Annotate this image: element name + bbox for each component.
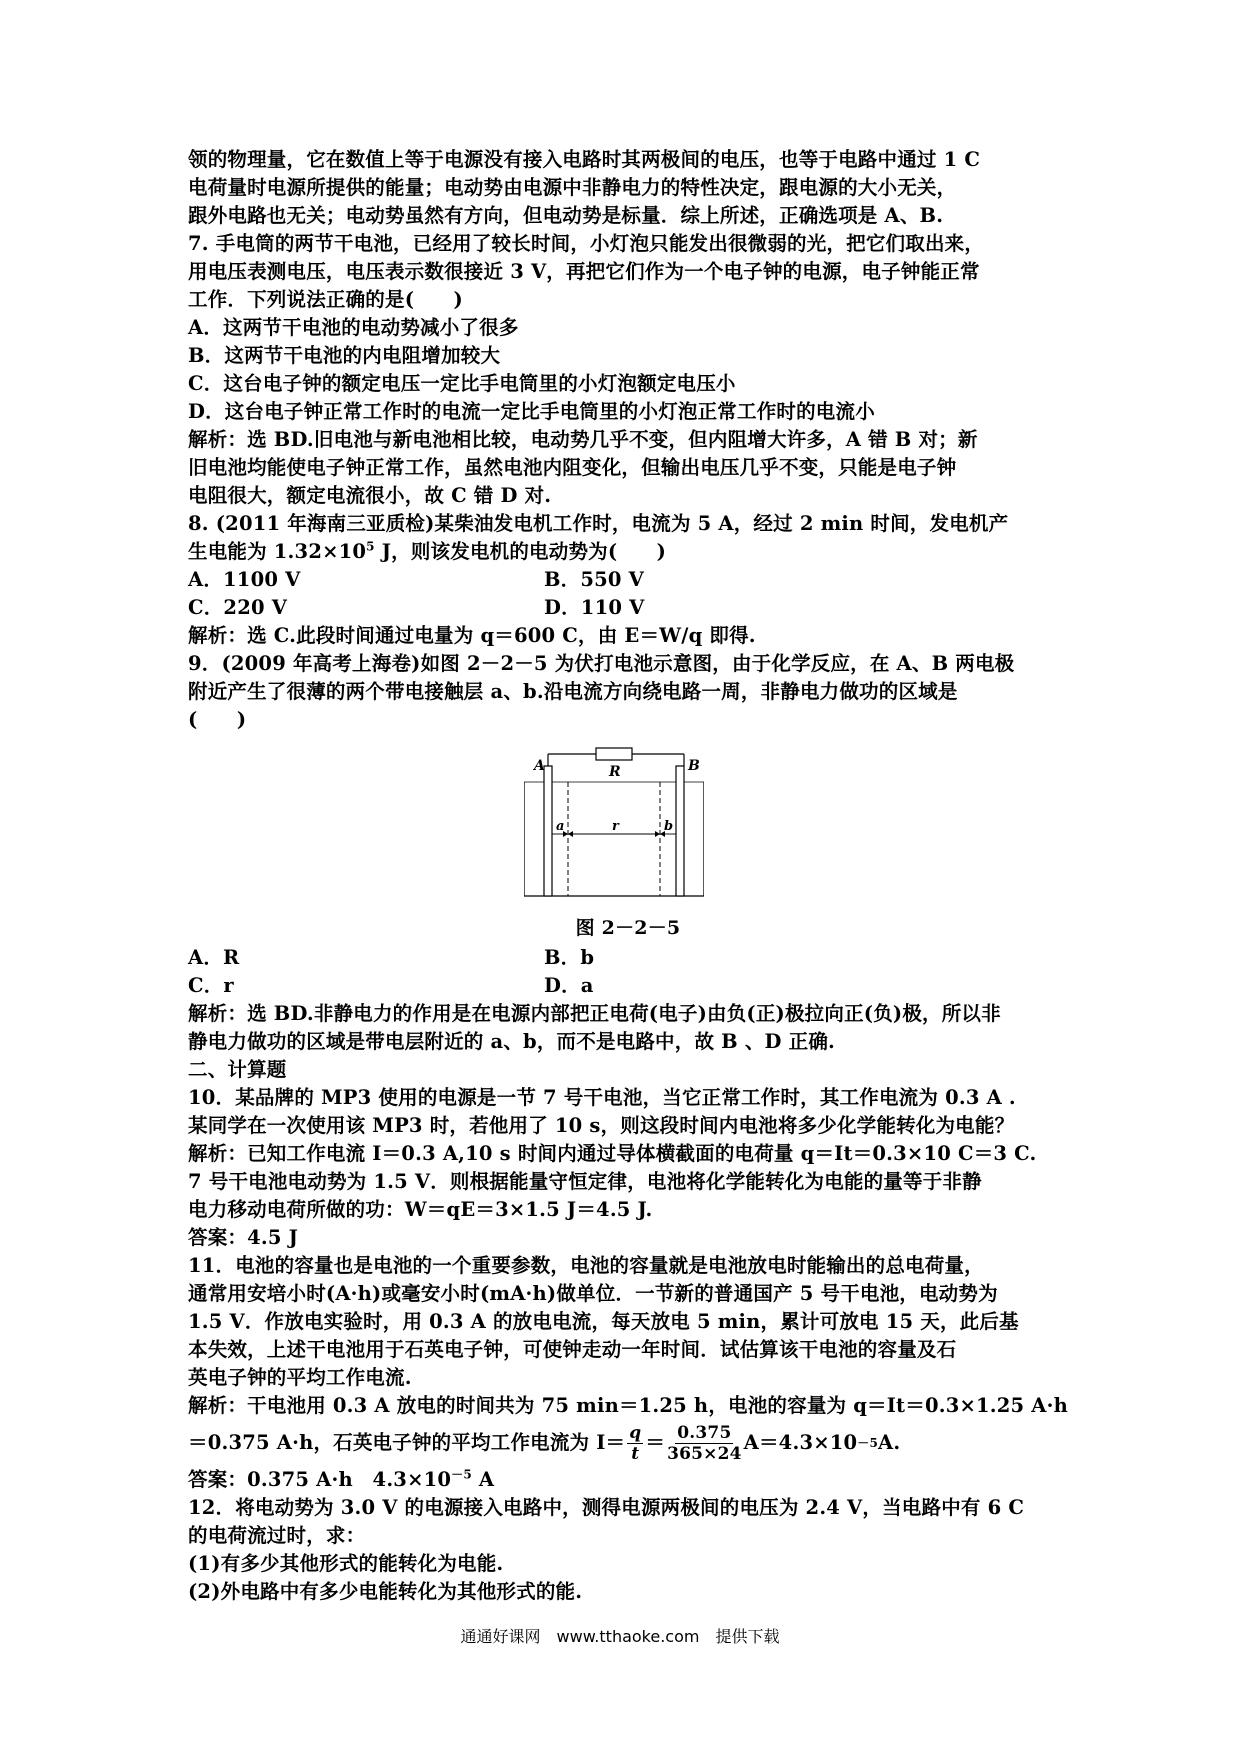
fraction-numerator: q: [629, 1422, 642, 1443]
fraction-q-over-t: [627, 1423, 643, 1464]
voltaic-cell-figure: [188, 734, 1068, 914]
fraction-denominator: 365×24: [667, 1443, 742, 1464]
text-block-after-figure: [188, 1000, 1068, 1420]
resistor-R: [596, 748, 632, 760]
text-line: 某同学在一次使用该 MP3 时，若他用了 10 s，则这段时间内电池将多少化学能转化为电能？: [188, 1114, 1015, 1137]
q11-answer: [188, 1466, 1068, 1494]
text-line: C．这台电子钟的额定电压一定比手电筒里的小灯泡额定电压小: [188, 372, 736, 395]
text-segment: J，则该发电机的电动势为( ): [374, 540, 667, 563]
text-block-mid: [188, 622, 1068, 734]
text-line: 解析：选 BD.非静电力的作用是在电源内部把正电荷(电子)由负(正)极拉向正(负)极，所以非: [188, 1002, 1001, 1025]
text-line: 工作．下列说法正确的是( ): [188, 288, 463, 311]
label-R: R: [609, 764, 621, 780]
q8-option-d: D．110 V: [544, 596, 645, 619]
label-r: r: [612, 819, 620, 834]
text-line: 10．某品牌的 MP3 使用的电源是一节 7 号干电池，当它正常工作时，其工作电流为 0.3 A .: [188, 1086, 1016, 1109]
text-line: 用电压表测电压，电压表示数很接近 3 V，再把它们作为一个电子钟的电源，电子钟能正常: [188, 260, 980, 283]
text-line: 二、计算题: [188, 1058, 287, 1081]
label-B: B: [688, 758, 701, 774]
formula-text: A.: [878, 1431, 901, 1454]
text-line: D．这台电子钟正常工作时的电流一定比手电筒里的小灯泡正常工作时的电流小: [188, 400, 875, 423]
q11-formula-line: ＝0.375 A·h，石英电子钟的平均工作电流为 I＝ $\frac{q}{t}$ ＝ $\frac{0.375}{365\times 24}$ A＝4.3×10 －5 A.: [188, 1422, 901, 1464]
text-line: 通常用安培小时(A·h)或毫安小时(mA·h)做单位．一节新的普通国产 5 号干电池，电动势为: [188, 1282, 998, 1305]
text-block-top: [188, 146, 1068, 538]
text-line: (2)外电路中有多少电能转化为其他形式的能.: [188, 1580, 583, 1603]
text-line: 1.5 V．作放电实验时，用 0.3 A 的放电电流，每天放电 5 min，累计可放电 15 天，此后基: [188, 1310, 1019, 1333]
text-block-end: [188, 1494, 1068, 1606]
page-footer: 通通好课网 www.tthaoke.com 提供下载: [460, 1627, 780, 1646]
label-A: A: [534, 758, 546, 774]
text-line: 7. 手电筒的两节干电池，已经用了较长时间，小灯泡只能发出很微弱的光，把它们取出来，: [188, 232, 985, 255]
text-line: 领的物理量，它在数值上等于电源没有接入电路时其两极间的电压，也等于电路中通过 1 C: [188, 148, 981, 171]
fraction-numerator: 0.375: [677, 1422, 732, 1443]
text-line: (1)有多少其他形式的能转化为电能.: [188, 1552, 504, 1575]
fraction-numeric: [667, 1423, 742, 1464]
q8-option-b: B．550 V: [544, 568, 645, 591]
text-line: 7 号干电池电动势为 1.5 V．则根据能量守恒定律，电池将化学能转化为电能的量等于非静: [188, 1170, 982, 1193]
text-line: 答案：4.5 J: [188, 1226, 299, 1249]
q9-option-c: C．r: [188, 974, 234, 997]
q8-line-2: [188, 538, 1068, 566]
answer-text: 答案：0.375 A·h 4.3×10: [188, 1468, 452, 1491]
q9-options-row-1: [188, 944, 1068, 972]
fraction-denominator: t: [631, 1443, 640, 1464]
electrode-B: [676, 766, 684, 896]
formula-text: A＝4.3×10: [743, 1431, 858, 1454]
q8-options-row-1: [188, 566, 1068, 594]
text-line: 解析：已知工作电流 I＝0.3 A,10 s 时间内通过导体横截面的电荷量 q＝It＝0.3×10 C＝3 C.: [188, 1142, 1037, 1165]
electrode-A: [544, 766, 552, 896]
text-line: 跟外电路也无关；电动势虽然有方向，但电动势是标量．综上所述，正确选项是 A、B.: [188, 204, 944, 227]
text-line: 附近产生了很薄的两个带电接触层 a、b.沿电流方向绕电路一周，非静电力做功的区域是: [188, 680, 958, 703]
answer-text: A: [471, 1468, 495, 1491]
text-line: 英电子钟的平均工作电流.: [188, 1366, 412, 1389]
text-line: 静电力做功的区域是带电层附近的 a、b，而不是电路中，故 B 、D 正确.: [188, 1030, 836, 1053]
voltaic-cell-diagram: [524, 746, 704, 906]
q8-option-c: C．220 V: [188, 596, 288, 619]
text-line: B．这两节干电池的内电阻增加较大: [188, 344, 501, 367]
text-line: 11．电池的容量也是电池的一个重要参数，电池的容量就是电池放电时能输出的总电荷量，: [188, 1254, 984, 1277]
text-segment: 生电能为 1.32×10: [188, 540, 367, 563]
label-b: b: [664, 819, 674, 834]
text-line: 解析：选 BD.旧电池与新电池相比较，电动势几乎不变，但内阻增大许多，A 错 B 对；新: [188, 428, 978, 451]
text-line: 12．将电动势为 3.0 V 的电源接入电路中，测得电源两极间的电压为 2.4 V，当电路中有 6 C: [188, 1496, 1025, 1519]
text-line: 电阻很大，额定电流很小，故 C 错 D 对.: [188, 484, 552, 507]
q8-option-a: A．1100 V: [188, 568, 301, 591]
text-line: 8. (2011 年海南三亚质检)某柴油发电机工作时，电流为 5 A，经过 2 min 时间，发电机产: [188, 512, 1009, 535]
text-line: 的电荷流过时，求：: [188, 1524, 366, 1547]
text-line: A．这两节干电池的电动势减小了很多: [188, 316, 519, 339]
q9-options-row-2: [188, 972, 1068, 1000]
text-line: 旧电池均能使电子钟正常工作，虽然电池内阻变化，但输出电压几乎不变，只能是电子钟: [188, 456, 957, 479]
page-content: [188, 146, 1068, 1606]
q9-option-a: A．R: [188, 946, 240, 969]
text-line: ( ): [188, 708, 247, 731]
q9-option-d: D．a: [544, 974, 594, 997]
q9-option-b: B．b: [544, 946, 595, 969]
superscript: 5: [366, 539, 375, 554]
label-a: a: [556, 819, 565, 834]
q8-options-row-2: [188, 594, 1068, 622]
superscript: －5: [451, 1467, 472, 1482]
text-line: 9．(2009 年高考上海卷)如图 2－2－5 为伏打电池示意图，由于化学反应，在 A、B 两电极: [188, 652, 1015, 675]
text-line: 本失效，上述干电池用于石英电子钟，可使钟走动一年时间．试估算该干电池的容量及石: [188, 1338, 957, 1361]
text-line: 解析：选 C.此段时间通过电量为 q＝600 C，由 E＝W/q 即得.: [188, 624, 756, 647]
equals-sign: ＝: [645, 1431, 666, 1454]
text-line: 电力移动电荷所做的功：W＝qE＝3×1.5 J＝4.5 J.: [188, 1198, 653, 1221]
figure-caption: 图 2－2－5: [575, 917, 681, 939]
text-line: 电荷量时电源所提供的能量；电动势由电源中非静电力的特性决定，跟电源的大小无关，: [188, 176, 957, 199]
text-line: 解析：干电池用 0.3 A 放电的时间共为 75 min＝1.25 h，电池的容量为 q＝It＝0.3×1.25 A·h: [188, 1394, 1069, 1417]
formula-text: ＝0.375 A·h，石英电子钟的平均工作电流为 I＝: [188, 1431, 626, 1454]
